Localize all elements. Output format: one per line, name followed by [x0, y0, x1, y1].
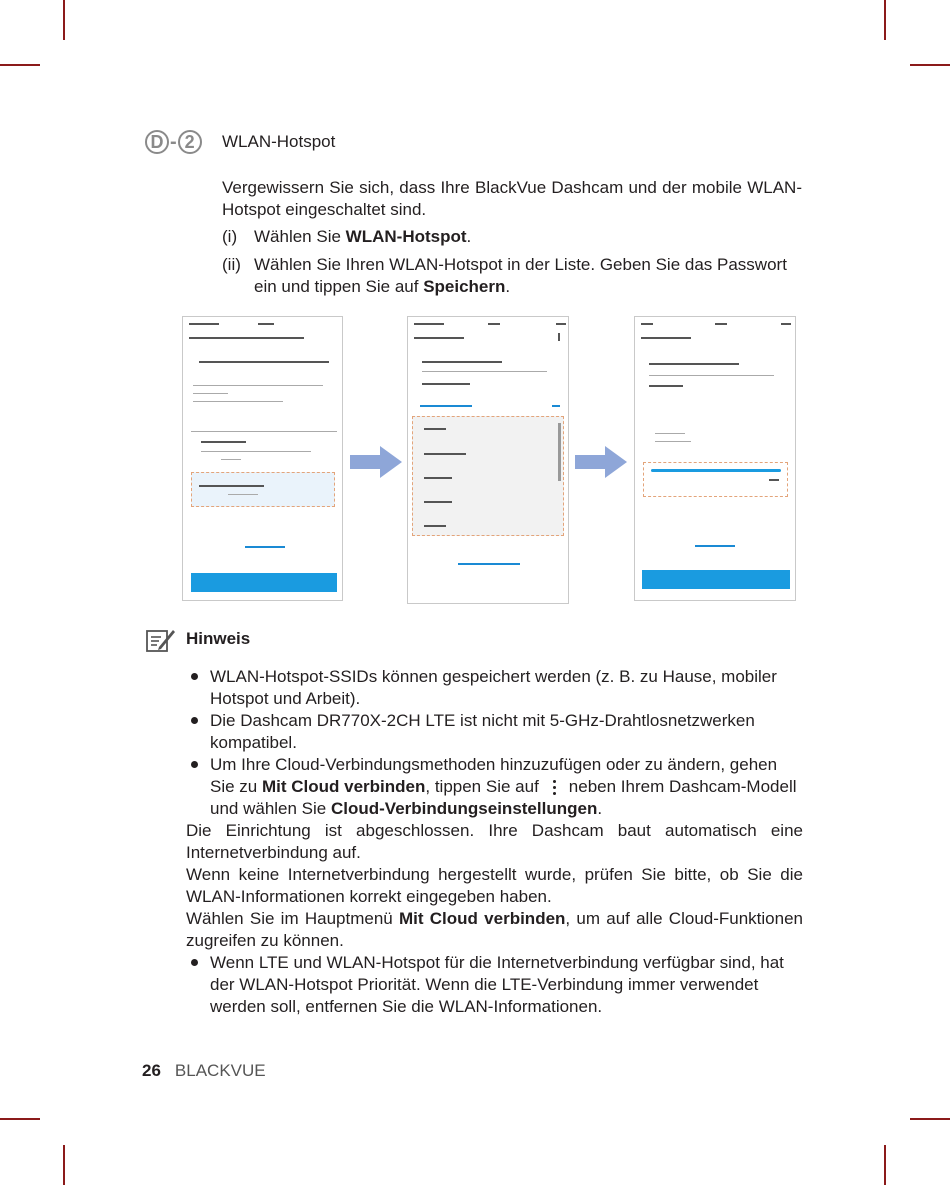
intro-text: Vergewissern Sie sich, dass Ihre BlackVue Dashcam und der mobile WLAN-Hotspot eingeschaltet sind.: [222, 178, 802, 219]
phone-screenshot-1: [182, 316, 343, 601]
step-text: .: [466, 227, 472, 246]
list-item: Wenn LTE und WLAN-Hotspot für die Internetverbindung verfügbar sind, hat der WLAN-Hotspot Priorität. Wenn die LTE-Verbindung immer verwendet werden soll, entfernen Sie die WLAN-Informationen.: [186, 952, 803, 1018]
crop-mark: [910, 64, 950, 66]
phone-screenshot-3: [634, 316, 796, 601]
list-item: Um Ihre Cloud-Verbindungsmethoden hinzuzufügen oder zu ändern, gehen Sie zu Mit Cloud verbinden, tippen Sie auf neben Ihrem Dashcam-Modell und wählen Sie Cloud-Verbindungseinstellungen.: [186, 754, 803, 820]
step-bold: Speichern: [423, 277, 506, 296]
crop-mark: [910, 1118, 950, 1120]
note-icon: [146, 627, 176, 653]
step-bold: WLAN-Hotspot: [345, 227, 467, 246]
crop-mark: [63, 0, 65, 40]
step-title: WLAN-Hotspot: [222, 132, 336, 151]
page-footer: [142, 1061, 266, 1081]
crop-mark: [63, 1145, 65, 1185]
phone-screenshot-2: [407, 316, 569, 604]
note-paragraph: Wenn keine Internetverbindung hergestellt wurde, prüfen Sie bitte, ob Sie die WLAN-Informationen korrekt eingegeben haben.: [186, 865, 803, 906]
note-title: Hinweis: [186, 629, 251, 648]
save-button-graphic: [191, 573, 337, 592]
progress-bar-graphic: [651, 469, 781, 472]
crop-mark: [884, 0, 886, 40]
step-text: Wählen Sie Ihren WLAN-Hotspot in der Liste. Geben Sie das Passwort ein und tippen Sie auf: [254, 255, 787, 296]
instruction-step: [222, 254, 802, 298]
step-number: 2: [178, 130, 202, 154]
page-number: 26: [142, 1061, 161, 1080]
note-paragraph: Die Einrichtung ist abgeschlossen. Ihre Dashcam baut automatisch eine Internetverbindung auf.: [186, 821, 803, 862]
highlight-box: [412, 416, 564, 536]
arrow-right-icon: [350, 446, 402, 478]
step-text: .: [505, 277, 511, 296]
step-dash: -: [170, 130, 177, 153]
step-letter: D: [145, 130, 169, 154]
kebab-menu-icon: [549, 779, 559, 797]
step-badge: [145, 130, 202, 154]
highlight-box: [191, 472, 335, 507]
note-body: [186, 666, 803, 1018]
button-graphic: [642, 570, 790, 589]
step-num: (i): [222, 227, 238, 246]
highlight-box: [643, 462, 788, 497]
crop-mark: [0, 64, 40, 66]
list-item: WLAN-Hotspot-SSIDs können gespeichert werden (z. B. zu Hause, mobiler Hotspot und Arbeit).: [186, 666, 803, 710]
list-item: Die Dashcam DR770X-2CH LTE ist nicht mit 5-GHz-Drahtlosnetzwerken kompatibel.: [186, 710, 803, 754]
crop-mark: [884, 1145, 886, 1185]
step-num: (ii): [222, 255, 241, 274]
arrow-right-icon: [575, 446, 627, 478]
crop-mark: [0, 1118, 40, 1120]
note-paragraph: Wählen Sie im Hauptmenü Mit Cloud verbinden, um auf alle Cloud-Funktionen zugreifen zu können.: [186, 909, 803, 950]
step-text: Wählen Sie: [254, 227, 346, 246]
instruction-step: [222, 226, 802, 248]
brand-name: BLACKVUE: [174, 1061, 266, 1080]
